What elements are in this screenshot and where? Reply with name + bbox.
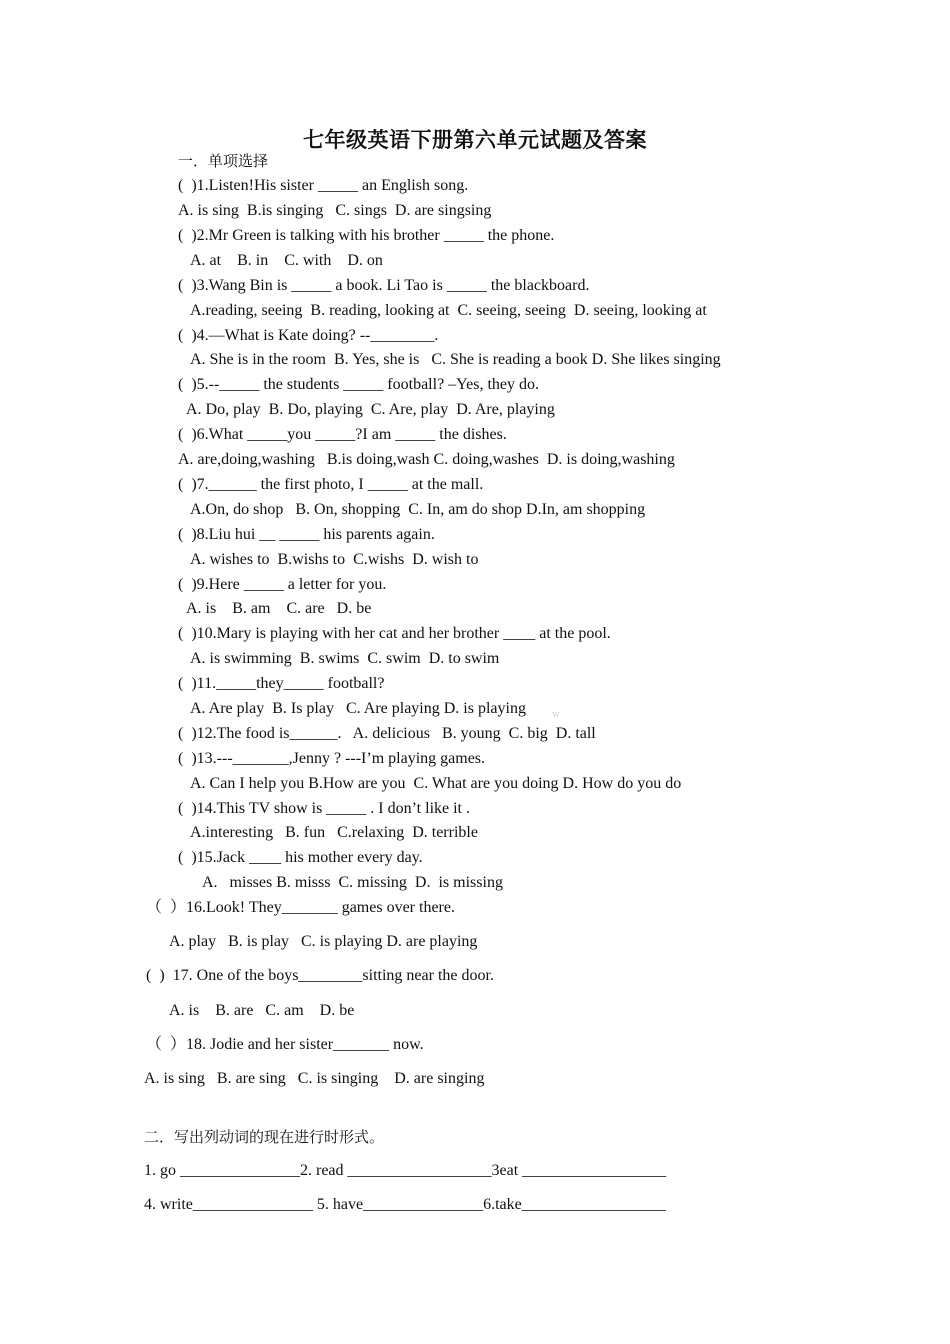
question-16: （ ）16.Look! They_______ games over there. [146,899,455,916]
question-13: ( )13.---_______,Jenny ? ---I’m playing games. [178,750,486,767]
question-17-options: A. is B. are C. am D. be [169,1002,355,1019]
question-18-options: A. is sing B. are sing C. is singing D. are singing [144,1070,485,1087]
question-16-options: A. play B. is play C. is playing D. are playing [169,933,478,950]
stray-mark: w [552,708,560,720]
question-12: ( )12.The food is______. A. delicious B. young C. big D. tall [178,725,596,742]
verb-blanks-row-2: 4. write_______________ 5. have_______________6.take__________________ [144,1196,666,1213]
question-5-options: A. Do, play B. Do, playing C. Are, play D. Are, playing [186,401,555,418]
question-15: ( )15.Jack ____ his mother every day. [178,849,423,866]
question-17: ( ) 17. One of the boys________sitting near the door. [146,967,494,984]
question-4-options: A. She is in the room B. Yes, she is C. She is reading a book D. She likes singing [190,351,721,368]
question-9: ( )9.Here _____ a letter for you. [178,576,387,593]
document-title: 七年级英语下册第六单元试题及答案 [303,128,647,152]
question-14: ( )14.This TV show is _____ . I don’t like it . [178,800,470,817]
question-10: ( )10.Mary is playing with her cat and her brother ____ at the pool. [178,625,611,642]
question-5: ( )5.--_____ the students _____ football? –Yes, they do. [178,376,539,393]
verb-blanks-row-1: 1. go _______________2. read __________________3eat __________________ [144,1162,667,1179]
question-13-options: A. Can I help you B.How are you C. What are you doing D. How do you do [190,775,682,792]
question-2: ( )2.Mr Green is talking with his brother _____ the phone. [178,227,555,244]
question-1: ( )1.Listen!His sister _____ an English song. [178,177,469,194]
question-6: ( )6.What _____you _____?I am _____ the dishes. [178,426,507,443]
question-10-options: A. is swimming B. swims C. swim D. to swim [190,650,500,667]
question-3-options: A.reading, seeing B. reading, looking at C. seeing, seeing D. seeing, looking at [190,302,707,319]
question-15-options: A. misses B. misss C. missing D. is missing [202,874,503,891]
question-1-options: A. is sing B.is singing C. sings D. are singsing [178,202,492,219]
question-11-options: A. Are play B. Is play C. Are playing D. is playing [190,700,526,717]
question-6-options: A. are,doing,washing B.is doing,wash C. doing,washes D. is doing,washing [178,451,675,468]
question-7: ( )7.______ the first photo, I _____ at the mall. [178,476,484,493]
section-1-heading: 一．单项选择 [178,152,269,170]
question-8: ( )8.Liu hui __ _____ his parents again. [178,526,435,543]
question-8-options: A. wishes to B.wishs to C.wishs D. wish to [190,551,479,568]
question-14-options: A.interesting B. fun C.relaxing D. terrible [190,824,478,841]
section-2-heading: 二．写出列动词的现在进行时形式。 [144,1128,385,1146]
question-18: （ ）18. Jodie and her sister_______ now. [146,1036,424,1053]
question-4: ( )4.—What is Kate doing? --________. [178,327,439,344]
question-7-options: A.On, do shop B. On, shopping C. In, am do shop D.In, am shopping [190,501,646,518]
question-9-options: A. is B. am C. are D. be [186,600,372,617]
question-3: ( )3.Wang Bin is _____ a book. Li Tao is _____ the blackboard. [178,277,590,294]
question-11: ( )11._____they_____ football? [178,675,385,692]
question-2-options: A. at B. in C. with D. on [190,252,383,269]
